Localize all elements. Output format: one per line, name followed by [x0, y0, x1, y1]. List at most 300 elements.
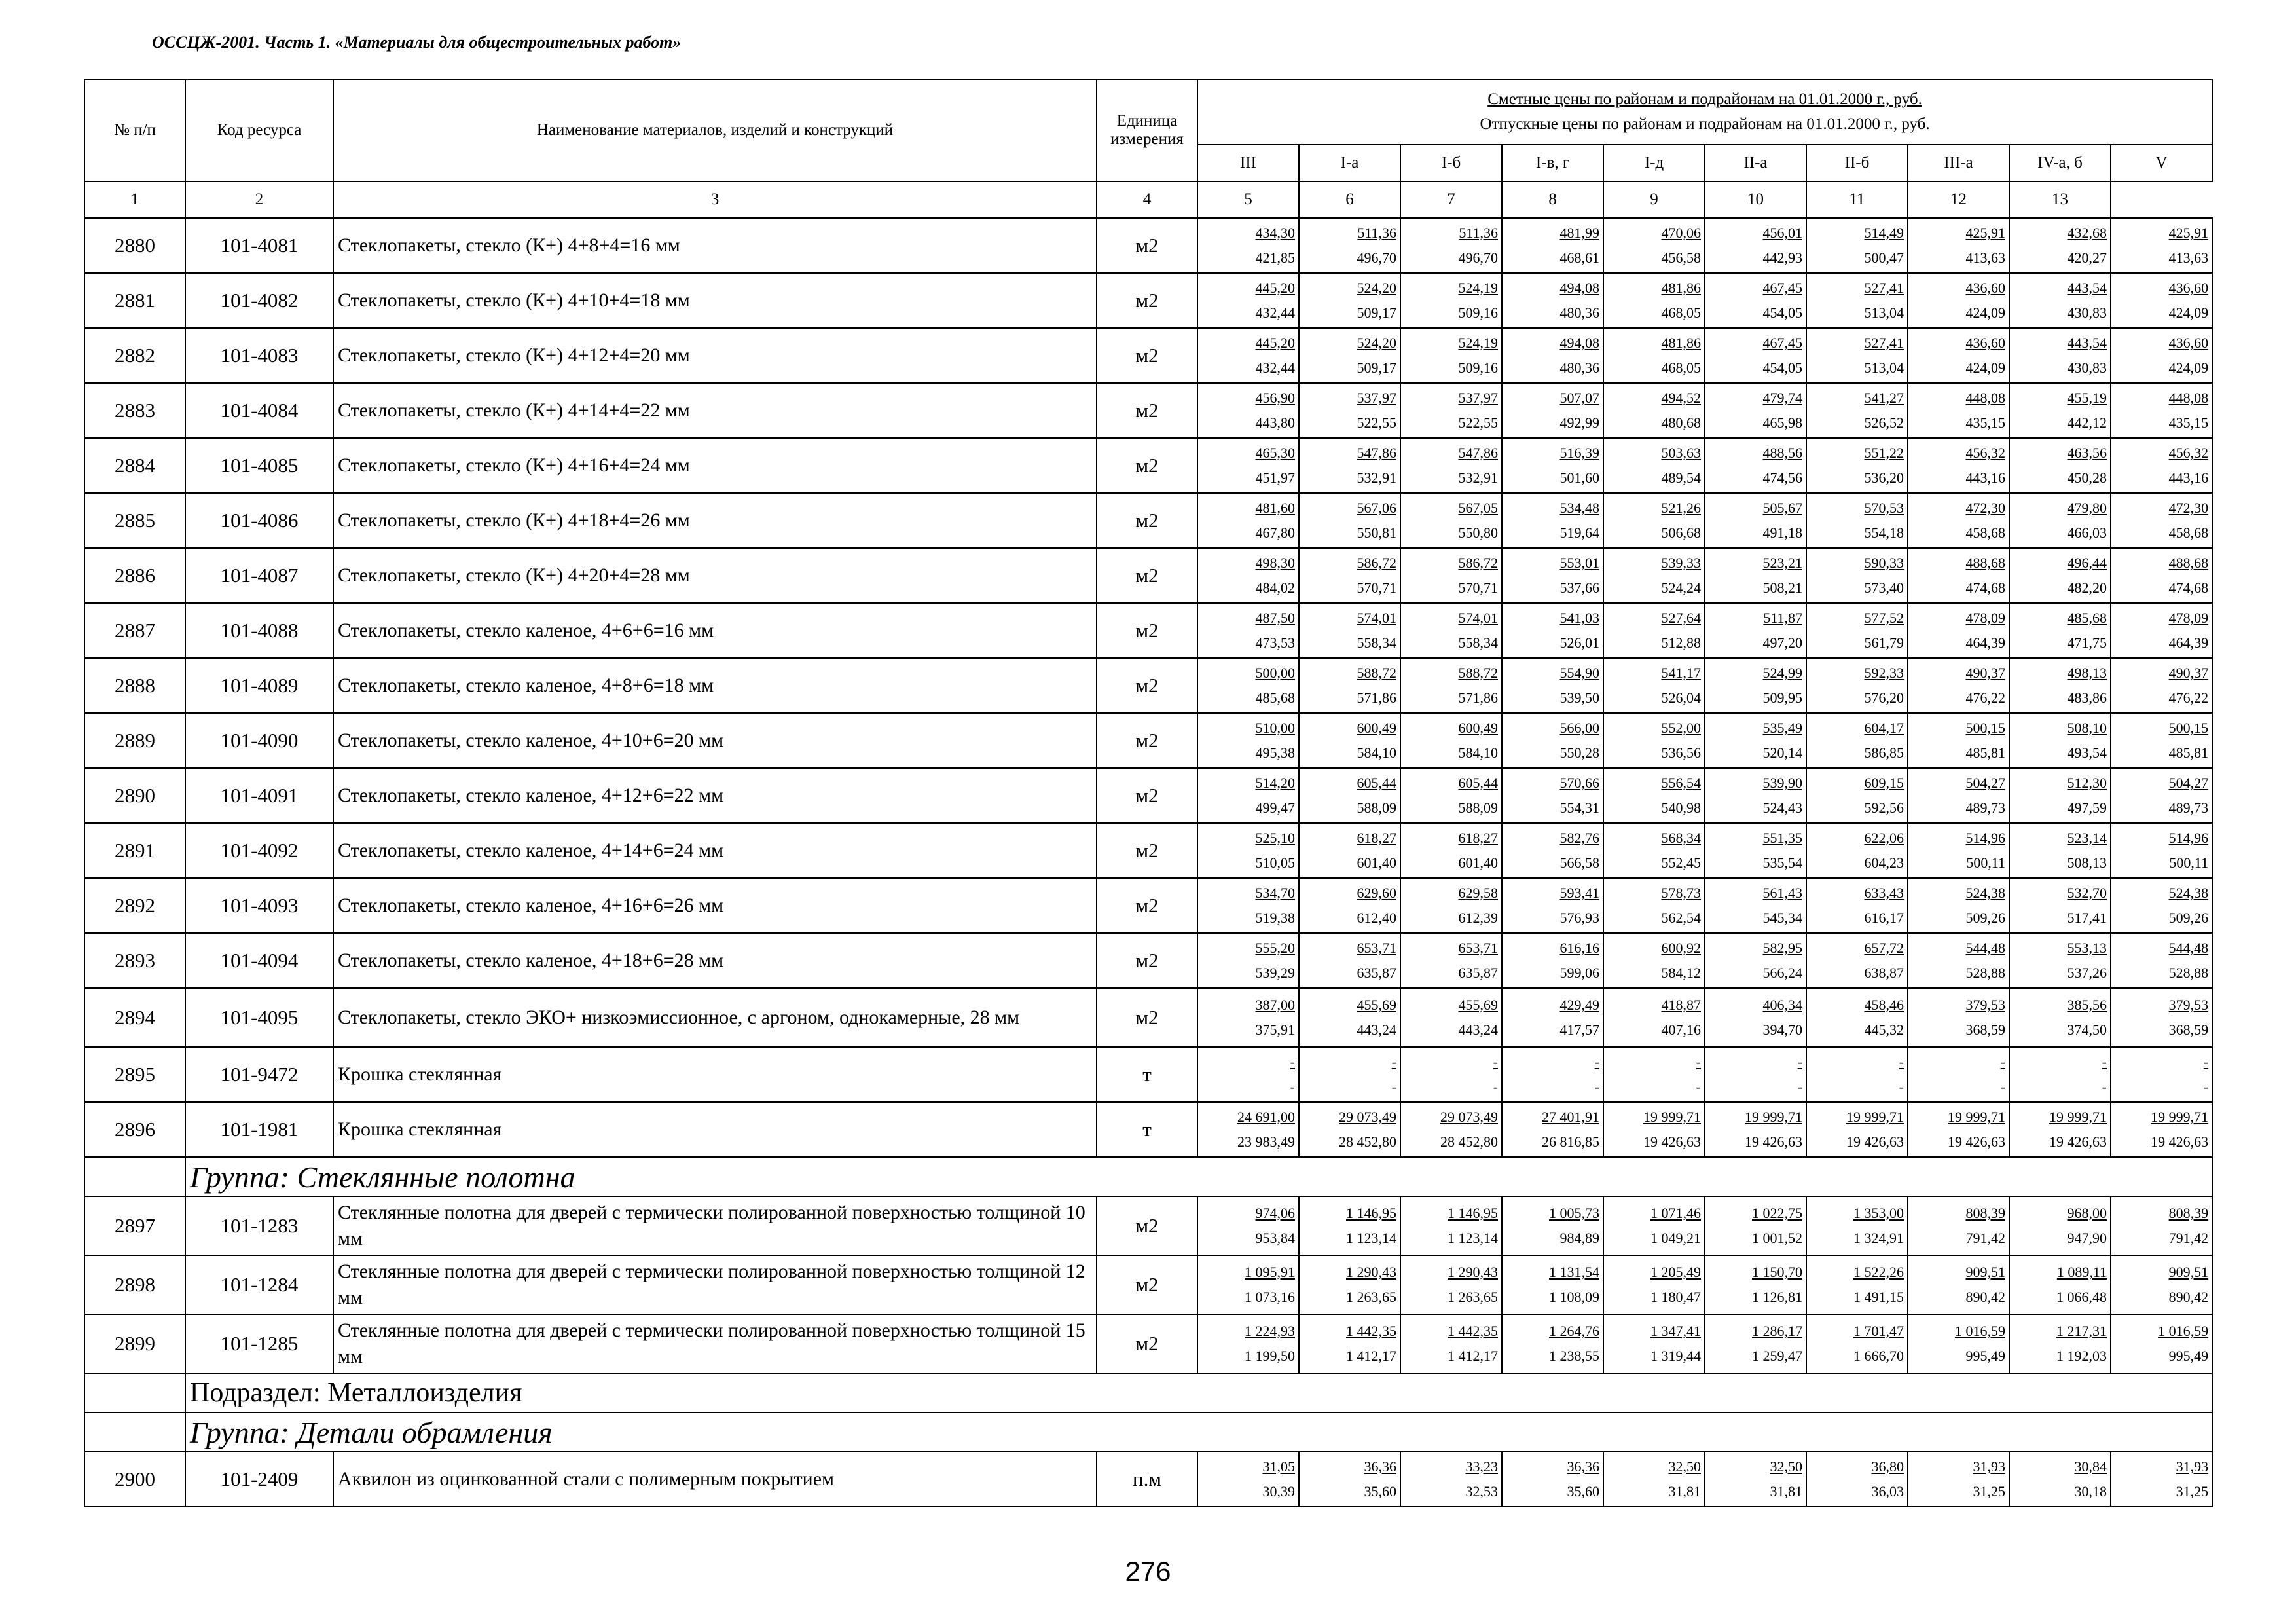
- row-number: 2883: [84, 383, 185, 438]
- price-cell: [1705, 1196, 1806, 1255]
- estimate-price: 465,30: [1255, 445, 1295, 461]
- section-heading-row: [84, 1373, 2212, 1412]
- resource-code: 101-1283: [185, 1196, 333, 1255]
- release-price: 467,80: [1255, 525, 1295, 541]
- group-heading-row: [84, 1157, 2212, 1196]
- estimate-price: 443,54: [2067, 280, 2107, 296]
- estimate-price: 574,01: [1458, 610, 1498, 626]
- price-cell: [1603, 493, 1705, 548]
- table-row: [84, 933, 2212, 988]
- estimate-price: 539,90: [1762, 775, 1802, 791]
- estimate-price: 544,48: [2168, 940, 2209, 956]
- price-cell: [1603, 1314, 1705, 1373]
- release-price: 445,32: [1864, 1022, 1904, 1038]
- release-price: 35,60: [1364, 1483, 1396, 1500]
- price-cell: [1400, 988, 1502, 1047]
- estimate-price: 524,19: [1458, 280, 1498, 296]
- row-number: 2898: [84, 1255, 185, 1314]
- price-cell: [1705, 713, 1806, 768]
- estimate-price: 588,72: [1458, 665, 1498, 681]
- estimate-price: 36,36: [1567, 1458, 1599, 1475]
- estimate-price: 385,56: [2067, 997, 2107, 1013]
- estimate-price: 511,36: [1459, 225, 1498, 241]
- estimate-price: 657,72: [1864, 940, 1904, 956]
- price-cell: [1806, 548, 1908, 603]
- estimate-price: 500,00: [1255, 665, 1295, 681]
- price-cell: [1908, 383, 2009, 438]
- release-price: 454,05: [1762, 360, 1802, 376]
- estimate-price: 505,67: [1762, 500, 1802, 516]
- estimate-price: 1 224,93: [1245, 1323, 1295, 1339]
- price-cell: [1400, 1196, 1502, 1255]
- row-number: 2891: [84, 823, 185, 878]
- price-cell: [1806, 988, 1908, 1047]
- estimate-price: 494,08: [1559, 335, 1599, 351]
- resource-code: 101-4089: [185, 658, 333, 713]
- price-cell: [1400, 658, 1502, 713]
- material-name: Стеклопакеты, стекло (К+) 4+16+4=24 мм: [333, 438, 1097, 493]
- estimate-price: 30,84: [2074, 1458, 2107, 1475]
- release-price: 995,49: [2168, 1348, 2209, 1364]
- group-title: Группа: Детали обрамления: [185, 1412, 2212, 1452]
- price-cell: [2111, 988, 2212, 1047]
- price-cell: [1908, 1255, 2009, 1314]
- release-price: 576,93: [1559, 910, 1599, 926]
- release-price: 536,20: [1864, 470, 1904, 486]
- estimate-price: 566,00: [1559, 720, 1599, 736]
- release-price: 552,45: [1661, 855, 1701, 871]
- estimate-price: 514,96: [1965, 830, 2005, 846]
- table-body: [84, 218, 2212, 1507]
- column-number: 13: [2009, 181, 2111, 218]
- column-number: 6: [1299, 181, 1400, 218]
- header-no: № п/п: [84, 79, 185, 181]
- estimate-price: 604,17: [1864, 720, 1904, 736]
- table-row: [84, 878, 2212, 933]
- price-cell: [1705, 548, 1806, 603]
- estimate-price: 481,86: [1661, 335, 1701, 351]
- price-cell: [1299, 438, 1400, 493]
- release-price: 473,53: [1255, 635, 1295, 651]
- price-cell: [1299, 1314, 1400, 1373]
- release-price: 484,02: [1255, 580, 1295, 596]
- price-cell: [2009, 383, 2111, 438]
- column-number: 3: [333, 181, 1097, 218]
- release-price: 528,88: [2168, 965, 2209, 981]
- estimate-price: 600,49: [1458, 720, 1498, 736]
- release-price: 19 426,63: [1745, 1134, 1802, 1150]
- estimate-price: 507,07: [1559, 390, 1599, 406]
- price-cell: [1705, 1102, 1806, 1157]
- release-price: 532,91: [1357, 470, 1396, 486]
- estimate-price: 552,00: [1661, 720, 1701, 736]
- price-cell: [2111, 1102, 2212, 1157]
- estimate-price: 633,43: [1864, 885, 1904, 901]
- price-cell: [1502, 383, 1603, 438]
- price-cell: [1603, 1102, 1705, 1157]
- unit-of-measure: м2: [1097, 218, 1197, 273]
- price-table: [84, 79, 2213, 1507]
- release-price: 458,68: [1965, 525, 2005, 541]
- empty-cell: [84, 1373, 185, 1412]
- release-price: 420,27: [2067, 249, 2107, 266]
- release-price: 464,39: [2168, 635, 2209, 651]
- unit-of-measure: м2: [1097, 713, 1197, 768]
- release-price: 1 412,17: [1346, 1348, 1396, 1364]
- price-cell: [1705, 878, 1806, 933]
- price-cell: [1908, 218, 2009, 273]
- estimate-price: 514,20: [1255, 775, 1295, 791]
- estimate-price: 527,41: [1864, 335, 1904, 351]
- release-price: 554,18: [1864, 525, 1904, 541]
- release-price: 465,98: [1762, 415, 1802, 431]
- release-price: 424,09: [1965, 304, 2005, 321]
- estimate-price: 561,43: [1762, 885, 1802, 901]
- release-price: 1 049,21: [1650, 1230, 1701, 1246]
- release-price: 520,14: [1762, 745, 1802, 761]
- price-cell: [1806, 1196, 1908, 1255]
- estimate-price: 487,50: [1255, 610, 1295, 626]
- price-cell: [2009, 273, 2111, 328]
- price-cell: [2009, 1102, 2111, 1157]
- price-cell: [1603, 273, 1705, 328]
- release-price: 456,58: [1661, 249, 1701, 266]
- release-price: 435,15: [2168, 415, 2209, 431]
- release-price: 31,25: [1973, 1483, 2005, 1500]
- price-cell: [2009, 878, 2111, 933]
- estimate-price: 512,30: [2067, 775, 2107, 791]
- resource-code: 101-4084: [185, 383, 333, 438]
- release-price: 468,05: [1661, 360, 1701, 376]
- price-cell: [1908, 1314, 2009, 1373]
- release-price: 23 983,49: [1237, 1134, 1295, 1150]
- price-cell: [1806, 383, 1908, 438]
- estimate-price: 27 401,91: [1542, 1109, 1599, 1125]
- price-cell: [1806, 658, 1908, 713]
- estimate-price: 553,13: [2067, 940, 2107, 956]
- estimate-price: 600,49: [1357, 720, 1396, 736]
- table-row: [84, 218, 2212, 273]
- price-cell: [2009, 548, 2111, 603]
- release-price: 417,57: [1559, 1022, 1599, 1038]
- price-cell: [1806, 1314, 1908, 1373]
- empty-cell: [84, 1412, 185, 1452]
- price-cell: [1502, 1102, 1603, 1157]
- price-cell: [1400, 493, 1502, 548]
- estimate-price: 514,49: [1864, 225, 1904, 241]
- table-row: [84, 823, 2212, 878]
- price-cell: [2111, 1314, 2212, 1373]
- price-cell: [1400, 878, 1502, 933]
- price-cell: [1908, 1196, 2009, 1255]
- table-row: [84, 658, 2212, 713]
- price-cell: [1299, 273, 1400, 328]
- release-price: 28 452,80: [1339, 1134, 1396, 1150]
- release-price: 435,15: [1965, 415, 2005, 431]
- estimate-price: 472,30: [1965, 500, 2005, 516]
- material-name: Аквилон из оцинкованной стали с полимерным покрытием: [333, 1452, 1097, 1507]
- release-price: 509,17: [1357, 360, 1396, 376]
- estimate-price: 29 073,49: [1440, 1109, 1498, 1125]
- release-price: 635,87: [1458, 965, 1498, 981]
- estimate-price: 653,71: [1458, 940, 1498, 956]
- unit-of-measure: м2: [1097, 933, 1197, 988]
- row-number: 2888: [84, 658, 185, 713]
- estimate-price: 574,01: [1357, 610, 1396, 626]
- release-price: 519,64: [1559, 525, 1599, 541]
- release-price: 1 073,16: [1245, 1289, 1295, 1305]
- release-price: 30,18: [2074, 1483, 2107, 1500]
- estimate-price: 582,95: [1762, 940, 1802, 956]
- price-cell: [1806, 1047, 1908, 1102]
- page-number: 276: [1125, 1556, 1171, 1587]
- header-release-prices: Отпускные цены по районам и подрайонам на 01.01.2000 г., руб.: [1480, 115, 1930, 133]
- release-price: 374,50: [2067, 1022, 2107, 1038]
- estimate-price: -: [1290, 1054, 1295, 1070]
- table-row: [84, 1314, 2212, 1373]
- release-price: 495,38: [1255, 745, 1295, 761]
- unit-of-measure: м2: [1097, 823, 1197, 878]
- release-price: 599,06: [1559, 965, 1599, 981]
- release-price: 508,21: [1762, 580, 1802, 596]
- release-price: 31,81: [1770, 1483, 1802, 1500]
- release-price: 573,40: [1864, 580, 1904, 596]
- material-name: Стеклопакеты, стекло каленое, 4+12+6=22 мм: [333, 768, 1097, 823]
- release-price: 1 259,47: [1752, 1348, 1802, 1364]
- estimate-price: -: [1391, 1054, 1396, 1070]
- row-number: 2887: [84, 603, 185, 658]
- price-cell: [1299, 548, 1400, 603]
- estimate-price: 524,99: [1762, 665, 1802, 681]
- release-price: 499,47: [1255, 800, 1295, 816]
- estimate-price: 488,56: [1762, 445, 1802, 461]
- unit-of-measure: м2: [1097, 493, 1197, 548]
- unit-of-measure: м2: [1097, 988, 1197, 1047]
- price-cell: [1908, 768, 2009, 823]
- price-cell: [1806, 1102, 1908, 1157]
- column-number: 1: [84, 181, 185, 218]
- estimate-price: 434,30: [1255, 225, 1295, 241]
- price-cell: [2111, 768, 2212, 823]
- estimate-price: 479,74: [1762, 390, 1802, 406]
- estimate-price: 1 290,43: [1346, 1264, 1396, 1280]
- table-row: [84, 328, 2212, 383]
- price-cell: [1400, 933, 1502, 988]
- release-price: 584,12: [1661, 965, 1701, 981]
- release-price: 497,59: [2067, 800, 2107, 816]
- release-price: 535,54: [1762, 855, 1802, 871]
- estimate-price: 36,36: [1364, 1458, 1396, 1475]
- price-cell: [2009, 1047, 2111, 1102]
- price-cell: [1502, 658, 1603, 713]
- release-price: 500,47: [1864, 249, 1904, 266]
- price-cell: [1197, 548, 1299, 603]
- region-header: III-а: [1908, 145, 2009, 181]
- release-price: 430,83: [2067, 304, 2107, 321]
- price-cell: [1299, 1047, 1400, 1102]
- release-price: 601,40: [1458, 855, 1498, 871]
- price-cell: [2009, 1196, 2111, 1255]
- resource-code: 101-1981: [185, 1102, 333, 1157]
- release-price: -: [1493, 1079, 1498, 1095]
- table-row: [84, 438, 2212, 493]
- release-price: 19 426,63: [2151, 1134, 2209, 1150]
- resource-code: 101-4086: [185, 493, 333, 548]
- release-price: 550,81: [1357, 525, 1396, 541]
- table-row: [84, 548, 2212, 603]
- resource-code: 101-4083: [185, 328, 333, 383]
- estimate-price: 479,80: [2067, 500, 2107, 516]
- release-price: 31,81: [1668, 1483, 1701, 1500]
- estimate-price: -: [2102, 1054, 2107, 1070]
- price-cell: [1197, 823, 1299, 878]
- price-cell: [1502, 1452, 1603, 1507]
- release-price: 566,24: [1762, 965, 1802, 981]
- price-cell: [1705, 383, 1806, 438]
- price-cell: [1908, 823, 2009, 878]
- price-cell: [2111, 1255, 2212, 1314]
- row-number: 2882: [84, 328, 185, 383]
- estimate-price: 909,51: [1965, 1264, 2005, 1280]
- estimate-price: 541,03: [1559, 610, 1599, 626]
- column-number: 12: [1908, 181, 2009, 218]
- estimate-price: 425,91: [2168, 225, 2209, 241]
- estimate-price: 609,15: [1864, 775, 1904, 791]
- estimate-price: 490,37: [1965, 665, 2005, 681]
- unit-of-measure: м2: [1097, 658, 1197, 713]
- estimate-price: 592,33: [1864, 665, 1904, 681]
- price-cell: [1299, 1255, 1400, 1314]
- estimate-price: 1 701,47: [1853, 1323, 1904, 1339]
- price-cell: [1705, 1452, 1806, 1507]
- estimate-price: 588,72: [1357, 665, 1396, 681]
- release-price: 466,03: [2067, 525, 2107, 541]
- price-cell: [1908, 713, 2009, 768]
- estimate-price: 618,27: [1458, 830, 1498, 846]
- release-price: 506,68: [1661, 525, 1701, 541]
- release-price: -: [1391, 1079, 1396, 1095]
- release-price: 30,39: [1262, 1483, 1295, 1500]
- release-price: 635,87: [1357, 965, 1396, 981]
- estimate-price: 494,52: [1661, 390, 1701, 406]
- column-number: 7: [1400, 181, 1502, 218]
- estimate-price: 547,86: [1357, 445, 1396, 461]
- release-price: 1 199,50: [1245, 1348, 1295, 1364]
- column-number-row: [84, 181, 2212, 218]
- estimate-price: 521,26: [1661, 500, 1701, 516]
- price-cell: [1197, 603, 1299, 658]
- price-cell: [1908, 328, 2009, 383]
- estimate-price: 527,41: [1864, 280, 1904, 296]
- price-cell: [1806, 273, 1908, 328]
- estimate-price: 458,46: [1864, 997, 1904, 1013]
- estimate-price: 488,68: [2168, 555, 2209, 571]
- region-header: I-б: [1400, 145, 1502, 181]
- release-price: 953,84: [1255, 1230, 1295, 1246]
- estimate-price: 527,64: [1661, 610, 1701, 626]
- estimate-price: 496,44: [2067, 555, 2107, 571]
- release-price: 500,11: [1966, 855, 2005, 871]
- release-price: 485,81: [2168, 745, 2209, 761]
- material-name: Стеклопакеты, стекло (К+) 4+8+4=16 мм: [333, 218, 1097, 273]
- price-cell: [1197, 1452, 1299, 1507]
- price-cell: [1400, 1102, 1502, 1157]
- release-price: 424,09: [1965, 360, 2005, 376]
- estimate-price: 425,91: [1965, 225, 2005, 241]
- price-cell: [2111, 878, 2212, 933]
- release-price: 984,89: [1559, 1230, 1599, 1246]
- price-cell: [1502, 1047, 1603, 1102]
- release-price: 616,17: [1864, 910, 1904, 926]
- price-cell: [2009, 603, 2111, 658]
- unit-of-measure: м2: [1097, 548, 1197, 603]
- estimate-price: 406,34: [1762, 997, 1802, 1013]
- price-cell: [1502, 548, 1603, 603]
- estimate-price: 516,39: [1559, 445, 1599, 461]
- release-price: 368,59: [1965, 1022, 2005, 1038]
- estimate-price: 553,01: [1559, 555, 1599, 571]
- price-cell: [1806, 768, 1908, 823]
- price-cell: [2009, 1255, 2111, 1314]
- price-cell: [2111, 1452, 2212, 1507]
- estimate-price: 600,92: [1661, 940, 1701, 956]
- release-price: 432,44: [1255, 304, 1295, 321]
- price-cell: [1603, 1255, 1705, 1314]
- release-price: 442,12: [2067, 415, 2107, 431]
- estimate-price: 467,45: [1762, 335, 1802, 351]
- price-cell: [1197, 768, 1299, 823]
- release-price: 592,56: [1864, 800, 1904, 816]
- release-price: 537,66: [1559, 580, 1599, 596]
- release-price: 476,22: [1965, 690, 2005, 706]
- release-price: 443,24: [1357, 1022, 1396, 1038]
- estimate-price: 524,38: [2168, 885, 2209, 901]
- release-price: 526,04: [1661, 690, 1701, 706]
- price-cell: [1400, 328, 1502, 383]
- price-cell: [2009, 713, 2111, 768]
- estimate-price: 808,39: [1965, 1205, 2005, 1221]
- price-cell: [1299, 658, 1400, 713]
- estimate-price: 456,32: [1965, 445, 2005, 461]
- release-price: -: [1594, 1079, 1599, 1095]
- price-cell: [1299, 328, 1400, 383]
- release-price: 26 816,85: [1542, 1134, 1599, 1150]
- price-cell: [1197, 383, 1299, 438]
- price-cell: [1400, 273, 1502, 328]
- price-cell: [1908, 988, 2009, 1047]
- row-number: 2897: [84, 1196, 185, 1255]
- release-price: 496,70: [1357, 249, 1396, 266]
- estimate-price: 1 022,75: [1752, 1205, 1802, 1221]
- release-price: -: [1899, 1079, 1904, 1095]
- estimate-price: 387,00: [1255, 997, 1295, 1013]
- estimate-price: 33,23: [1465, 1458, 1498, 1475]
- estimate-price: 456,90: [1255, 390, 1295, 406]
- price-cell: [1197, 1314, 1299, 1373]
- estimate-price: 547,86: [1458, 445, 1498, 461]
- price-cell: [1908, 1452, 2009, 1507]
- estimate-price: 534,70: [1255, 885, 1295, 901]
- estimate-price: 436,60: [2168, 335, 2209, 351]
- unit-of-measure: м2: [1097, 1255, 1197, 1314]
- release-price: 489,73: [2168, 800, 2209, 816]
- price-cell: [1197, 713, 1299, 768]
- price-cell: [2111, 438, 2212, 493]
- row-number: 2881: [84, 273, 185, 328]
- release-price: 638,87: [1864, 965, 1904, 981]
- release-price: 508,13: [2067, 855, 2107, 871]
- release-price: -: [2203, 1079, 2209, 1095]
